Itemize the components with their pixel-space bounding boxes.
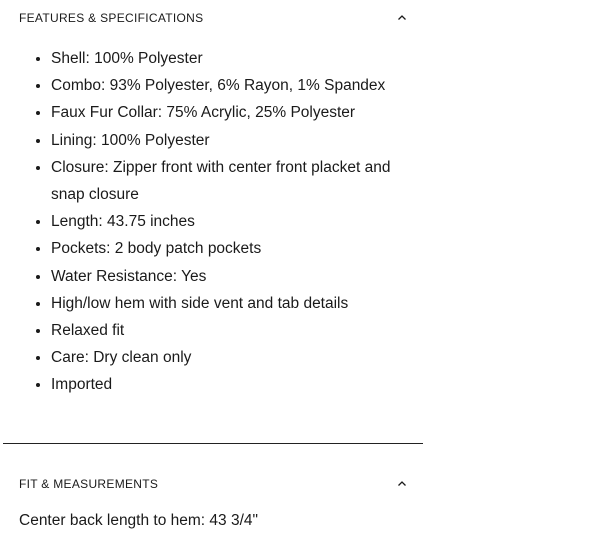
list-item: • Pockets: 2 body patch pockets [51, 235, 411, 262]
features-title: FEATURES & SPECIFICATIONS [19, 11, 204, 25]
list-item: • Shell: 100% Polyester [51, 45, 411, 72]
fit-section [3, 466, 423, 530]
list-item: • Length: 43.75 inches [51, 208, 411, 235]
chevron-up-icon[interactable] [397, 479, 407, 489]
list-item: • Faux Fur Collar: 75% Acrylic, 25% Polyester [51, 99, 411, 126]
fit-measurement-text: Center back length to hem: 43 3/4" [19, 512, 259, 529]
fit-header[interactable] [3, 466, 423, 502]
list-item: • Relaxed fit [51, 317, 411, 344]
features-list [3, 45, 411, 399]
chevron-up-icon[interactable] [397, 13, 407, 23]
features-section [3, 0, 423, 399]
list-item: • Water Resistance: Yes [51, 263, 411, 290]
section-divider [3, 443, 423, 444]
list-item: • Care: Dry clean only [51, 344, 411, 371]
list-item: • Combo: 93% Polyester, 6% Rayon, 1% Spandex [51, 72, 411, 99]
list-item: • Closure: Zipper front with center front placket and snap closure [51, 154, 411, 208]
list-item: • High/low hem with side vent and tab details [51, 290, 411, 317]
features-header[interactable] [3, 0, 423, 36]
list-item: • Lining: 100% Polyester [51, 127, 411, 154]
list-item: • Imported [51, 371, 411, 398]
fit-title: FIT & MEASUREMENTS [19, 477, 159, 491]
